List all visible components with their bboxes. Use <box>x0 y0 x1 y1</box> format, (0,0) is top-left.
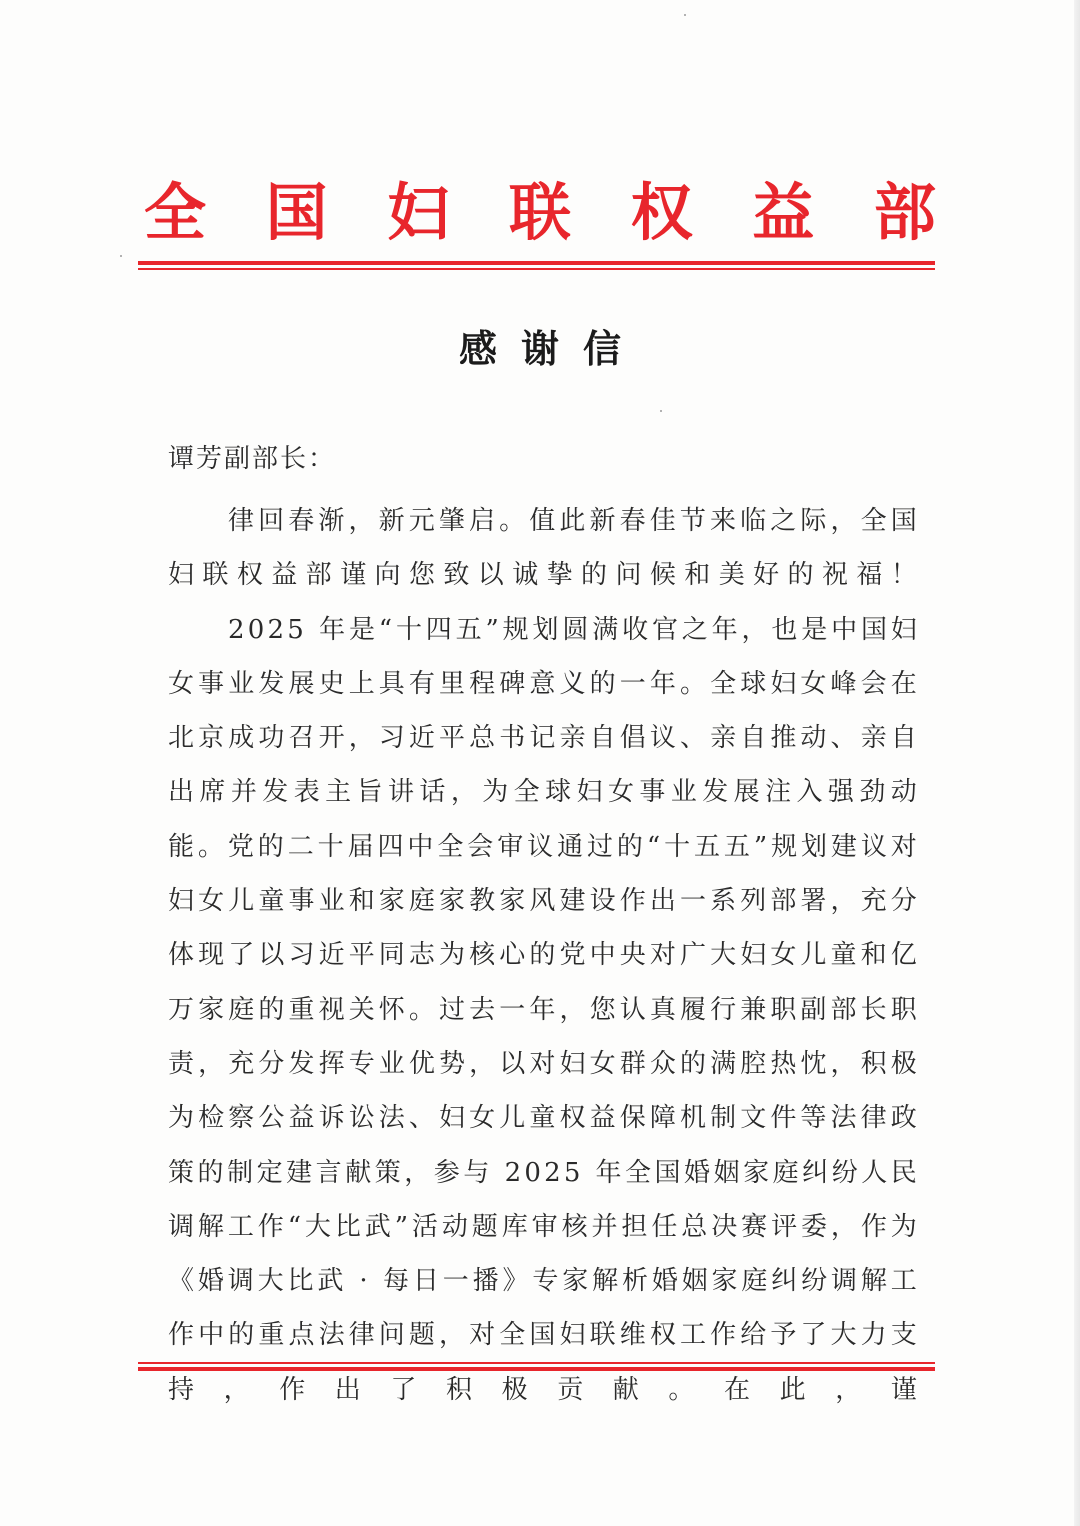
letterhead-char: 部 <box>873 176 936 249</box>
letterhead-organization-name <box>140 178 940 248</box>
letter-paragraph: 2025 年是“十四五”规划圆满收官之年，也是中国妇女事业发展史上具有里程碑意义的一年。全球妇女峰会在北京成功召开，习近平总书记亲自倡议、亲自推动、亲自出席并发表主旨讲话，为全球妇女事业发展注入强劲动能。党的二十届四中全会审议通过的“十五五”规划建议对妇女儿童事业和家庭家教家风建设作出一系列部署，充分体现了以习近平同志为核心的党中央对广大妇女儿童和亿万家庭的重视关怀。过去一年，您认真履行兼职副部长职责，充分发挥专业优势，以对妇女群众的满腔热忱，积极为检察公益诉讼法、妇女儿童权益保障机制文件等法律政策的制定建言献策，参与 2025 年全国婚姻家庭纠纷人民调解工作“大比武”活动题库审核并担任总决赛评委，作为《婚调大比武 · 每日一播》专家解析婚姻家庭纠纷调解工作中的重点法律问题，对全国妇联维权工作给予了大力支持，作出了积极贡献。在此，谨 <box>168 614 920 1405</box>
letterhead-rule-thick <box>138 261 935 265</box>
letter-body <box>168 494 920 1405</box>
letter-title: 感谢信 <box>458 327 645 371</box>
letterhead-rule-thin <box>138 268 935 270</box>
letterhead-char: 国 <box>265 176 328 249</box>
letter-salutation: 谭芳副部长： <box>168 444 337 474</box>
scan-speck <box>660 410 662 412</box>
letterhead-char: 益 <box>752 176 815 249</box>
scan-speck <box>120 255 122 257</box>
footer-rule-thick <box>138 1367 935 1371</box>
letterhead-char: 全 <box>143 176 206 249</box>
scan-speck <box>684 14 686 16</box>
letterhead-char: 联 <box>508 176 571 249</box>
letterhead-char: 权 <box>630 176 693 249</box>
footer-rule-thin <box>138 1362 935 1364</box>
scan-edge <box>1074 0 1080 1526</box>
letterhead-char: 妇 <box>387 176 450 249</box>
letter-paragraph: 律回春渐，新元肇启。值此新春佳节来临之际，全国妇联权益部谨向您致以诚挚的问候和美好的祝福！ <box>168 506 920 591</box>
